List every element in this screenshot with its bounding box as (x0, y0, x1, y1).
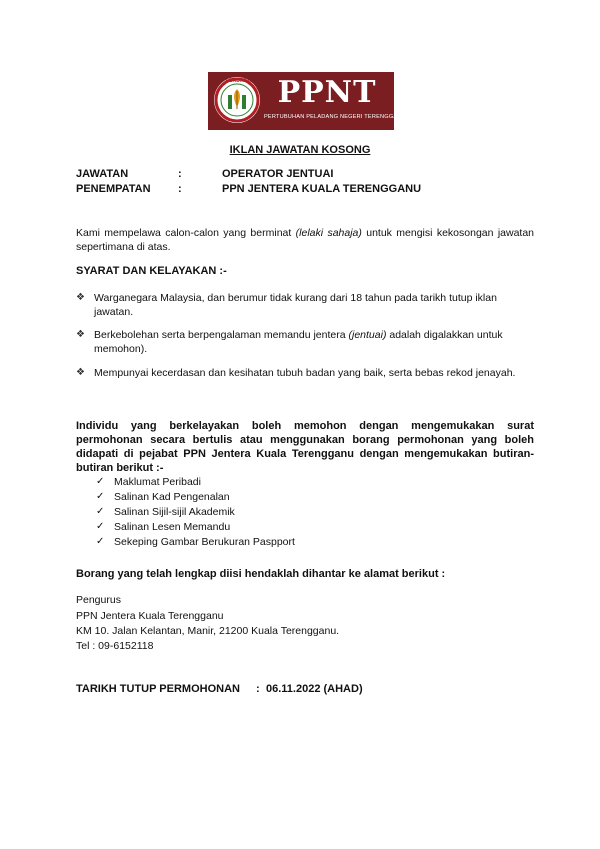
field-label: JAWATAN (76, 168, 129, 180)
checkmark-icon: ✓ (96, 506, 105, 517)
requirement-text-part: Berkebolehan serta berpengalaman memandu jentera (94, 329, 349, 341)
document-label: Sekeping Gambar Berukuran Paspport (114, 536, 295, 548)
checkmark-icon: ✓ (96, 536, 105, 547)
document-label: Salinan Lesen Memandu (114, 521, 231, 533)
intro-paragraph (76, 226, 534, 254)
ppnt-banner (208, 72, 406, 130)
field-label: PENEMPATAN (76, 183, 151, 195)
field-colon: : (178, 183, 182, 195)
page-title: IKLAN JAWATAN KOSONG (229, 144, 371, 156)
submit-instruction: Borang yang telah lengkap diisi hendaklah dihantar ke alamat berikut : (76, 568, 446, 580)
requirement-text (94, 366, 534, 380)
address-line: Pengurus (76, 594, 121, 606)
document-label: Maklumat Peribadi (114, 476, 201, 488)
field-value: PPN JENTERA KUALA TERENGGANU (222, 183, 422, 195)
ppnt-logo (214, 77, 260, 123)
field-value: OPERATOR JENTUAI (222, 168, 334, 180)
checkmark-icon: ✓ (96, 521, 105, 532)
application-paragraph: Individu yang berkelayakan boleh memohon dengan mengemukakan surat permohonan secara bertulis atau menggunakan borang permohonan yang boleh didapati di pejabat PPN Jentera Kuala Terengganu dengan mengemukakan butiran-butiran berikut :- (76, 420, 534, 474)
diamond-bullet-icon: ❖ (76, 367, 85, 378)
closing-value: 06.11.2022 (AHAD) (266, 683, 363, 695)
address-line: Tel : 09-6152118 (76, 640, 154, 652)
brand-name: PPNT (277, 75, 377, 110)
document-label: Salinan Kad Pengenalan (114, 491, 230, 503)
requirement-italic: (jentuai) (348, 329, 387, 341)
brand-subtitle: PERTUBUHAN PELADANG NEGERI TERENGGANU (264, 114, 406, 120)
address-line: PPN Jentera Kuala Terengganu (76, 610, 224, 622)
intro-italic: (lelaki sahaja) (295, 227, 362, 239)
intro-text-end: untuk mengisi kekosongan jawatan sepertimana di atas. (76, 227, 535, 253)
field-colon: : (178, 168, 182, 180)
requirement-text-end: adalah digalakkan untuk memohon). (94, 329, 503, 355)
checkmark-icon: ✓ (96, 476, 105, 487)
closing-colon: : (256, 683, 260, 695)
requirement-text-part: Mempunyai kecerdasan dan kesihatan tubuh badan yang baik, serta bebas rekod jenayah. (94, 367, 516, 379)
address-line: KM 10. Jalan Kelantan, Manir, 21200 Kuala Terengganu. (76, 625, 340, 637)
checkmark-icon: ✓ (96, 491, 105, 502)
closing-label: TARIKH TUTUP PERMOHONAN (76, 683, 240, 695)
diamond-bullet-icon: ❖ (76, 292, 85, 303)
intro-text: Kami mempelawa calon-calon yang berminat (76, 227, 296, 239)
requirements-heading: SYARAT DAN KELAYAKAN :- (76, 265, 227, 277)
diamond-bullet-icon: ❖ (76, 329, 85, 340)
requirement-text (94, 291, 534, 319)
requirement-text (94, 328, 534, 356)
document-label: Salinan Sijil-sijil Akademik (114, 506, 235, 518)
requirement-text-part: Warganegara Malaysia, dan berumur tidak kurang dari 18 tahun pada tarikh tutup iklan jawatan. (94, 292, 497, 318)
logo-ring-text: PELADANG (222, 78, 252, 84)
